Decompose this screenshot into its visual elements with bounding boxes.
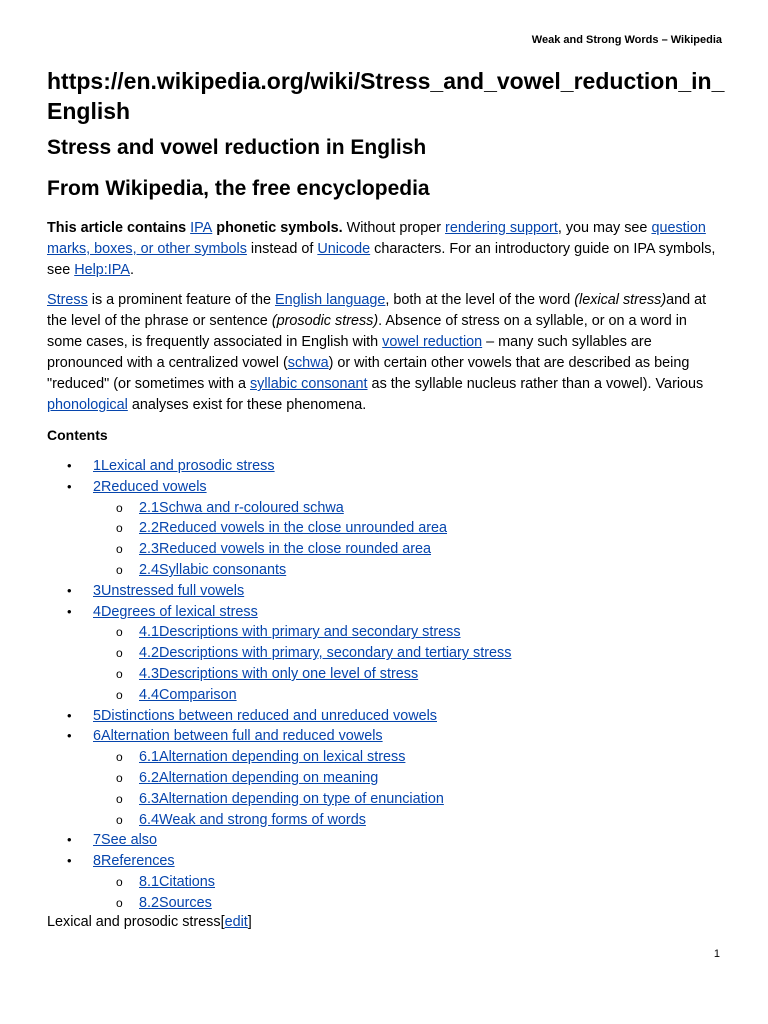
bullet-icon: • <box>67 603 72 619</box>
toc-item <box>0 893 700 914</box>
toc-link[interactable]: 4.1Descriptions with primary and secondary stress <box>139 624 461 641</box>
circle-bullet-icon: o <box>116 562 123 577</box>
toc-item <box>0 622 700 643</box>
page-title: Stress and vowel reduction in English <box>47 136 427 159</box>
circle-bullet-icon: o <box>116 500 123 515</box>
toc-item <box>0 581 700 602</box>
toc-link[interactable]: 3Unstressed full vowels <box>93 582 245 599</box>
toc-item <box>0 518 700 539</box>
stress-link[interactable]: Stress <box>47 292 88 308</box>
notice-text-5: . <box>129 262 134 278</box>
intro-text-1: is a prominent feature of the <box>87 292 275 308</box>
notice-text-1: Without proper <box>342 220 446 236</box>
toc-item <box>0 810 700 831</box>
page-subtitle: From Wikipedia, the free encyclopedia <box>47 177 430 200</box>
bullet-icon: • <box>67 728 72 744</box>
toc-link[interactable]: 8References <box>93 853 175 870</box>
toc-link[interactable]: 2.3Reduced vowels in the close rounded area <box>139 541 432 558</box>
toc-link[interactable]: 5Distinctions between reduced and unreduced vowels <box>93 707 437 724</box>
help-ipa-link[interactable]: Help:IPA <box>74 262 130 278</box>
contents-heading: Contents <box>47 427 108 443</box>
edit-link[interactable]: edit <box>224 914 248 930</box>
toc-item <box>0 477 700 498</box>
toc-link[interactable]: 2Reduced vowels <box>93 478 207 495</box>
circle-bullet-icon: o <box>116 625 123 640</box>
circle-bullet-icon: o <box>116 812 123 827</box>
toc-item <box>0 664 700 685</box>
notice-bold-1: This article contains <box>47 220 191 236</box>
toc-link[interactable]: 8.2Sources <box>139 894 212 911</box>
circle-bullet-icon: o <box>116 687 123 702</box>
toc-link[interactable]: 2.1Schwa and r-coloured schwa <box>139 499 344 516</box>
intro-text-6: ) or with certain other vowels that are described as being "reduced" (or sometimes with a <box>47 355 690 392</box>
section-heading <box>47 914 252 930</box>
vowel-reduction-link[interactable]: vowel reduction <box>382 334 483 350</box>
table-of-contents <box>0 456 700 914</box>
intro-text-4: . Absence of stress on a syllable, or on a word in some cases, is frequently associated in English with <box>47 313 687 350</box>
toc-link[interactable]: 2.2Reduced vowels in the close unrounded area <box>139 520 448 537</box>
question-marks-link[interactable]: question marks, boxes, or other symbols <box>47 220 706 257</box>
notice-bold-2: phonetic symbols. <box>212 220 343 236</box>
unicode-link[interactable]: Unicode <box>317 241 371 257</box>
bullet-icon: • <box>67 582 72 598</box>
notice-text-3: instead of <box>246 241 318 257</box>
toc-item <box>0 851 700 872</box>
edit-bracket-open: [ <box>220 914 225 930</box>
toc-item <box>0 872 700 893</box>
toc-link[interactable]: 6.3Alternation depending on type of enunciation <box>139 790 444 807</box>
intro-text-8: analyses exist for these phenomena. <box>127 397 367 413</box>
toc-item <box>0 747 700 768</box>
section-title: Lexical and prosodic stress <box>47 914 221 930</box>
toc-link[interactable]: 6Alternation between full and reduced vowels <box>93 728 383 745</box>
toc-link[interactable]: 4.2Descriptions with primary, secondary and tertiary stress <box>139 645 512 662</box>
toc-item <box>0 539 700 560</box>
circle-bullet-icon: o <box>116 750 123 765</box>
toc-item <box>0 768 700 789</box>
toc-link[interactable]: 7See also <box>93 832 158 849</box>
circle-bullet-icon: o <box>116 646 123 661</box>
page-header: Weak and Strong Words – Wikipedia <box>531 34 722 46</box>
toc-item <box>0 789 700 810</box>
intro-text-3: and at the level of the phrase or sentence <box>47 292 707 329</box>
toc-link[interactable]: 6.1Alternation depending on lexical stress <box>139 749 406 766</box>
intro-text-7: as the syllable nucleus rather than a vowel). Various <box>367 376 704 392</box>
bullet-icon: • <box>67 707 72 723</box>
bullet-icon: • <box>67 478 72 494</box>
ipa-link[interactable]: IPA <box>190 220 213 236</box>
bullet-icon: • <box>67 458 72 473</box>
schwa-link[interactable]: schwa <box>287 355 329 371</box>
intro-text-5: – many such syllables are pronounced with a centralized vowel ( <box>47 334 652 371</box>
notice-text-2: , you may see <box>557 220 652 236</box>
toc-item <box>0 560 700 581</box>
toc-link[interactable]: 2.4Syllabic consonants <box>139 561 287 578</box>
edit-bracket-close: ] <box>247 914 252 930</box>
bullet-icon: • <box>67 853 72 869</box>
toc-item <box>0 706 700 727</box>
circle-bullet-icon: o <box>116 791 123 806</box>
toc-item <box>0 498 700 519</box>
intro-text-2: , both at the level of the word <box>385 292 575 308</box>
toc-link[interactable]: 1Lexical and prosodic stress <box>93 458 275 474</box>
notice-text-4: characters. For an introductory guide on IPA symbols, see <box>47 241 716 278</box>
circle-bullet-icon: o <box>116 542 123 557</box>
toc-link[interactable]: 4.3Descriptions with only one level of stress <box>139 665 419 682</box>
circle-bullet-icon: o <box>116 770 123 785</box>
toc-link[interactable]: 4.4Comparison <box>139 686 237 703</box>
article-url: https://en.wikipedia.org/wiki/Stress_and_vowel_reduction_in_English <box>47 68 725 124</box>
circle-bullet-icon: o <box>116 666 123 681</box>
toc-link[interactable]: 8.1Citations <box>139 873 215 890</box>
toc-link[interactable]: 6.2Alternation depending on meaning <box>139 769 379 786</box>
intro-italic-2: (prosodic stress) <box>271 313 379 329</box>
toc-item <box>0 685 700 706</box>
toc-item <box>0 643 700 664</box>
rendering-support-link[interactable]: rendering support <box>445 220 558 236</box>
intro-paragraph <box>47 290 717 416</box>
intro-italic-1: (lexical stress) <box>574 292 667 308</box>
toc-item <box>0 456 700 477</box>
toc-item <box>0 830 700 851</box>
syllabic-consonant-link[interactable]: syllabic consonant <box>249 376 368 392</box>
circle-bullet-icon: o <box>116 521 123 536</box>
english-language-link[interactable]: English language <box>274 292 386 308</box>
toc-item <box>0 602 700 623</box>
toc-item <box>0 726 700 747</box>
circle-bullet-icon: o <box>116 874 123 889</box>
circle-bullet-icon: o <box>116 895 123 910</box>
toc-link[interactable]: 6.4Weak and strong forms of words <box>139 811 366 828</box>
phonological-link[interactable]: phonological <box>47 397 128 413</box>
toc-link[interactable]: 4Degrees of lexical stress <box>93 603 258 620</box>
bullet-icon: • <box>67 832 72 848</box>
page-number: 1 <box>713 948 720 960</box>
ipa-notice <box>47 218 717 281</box>
